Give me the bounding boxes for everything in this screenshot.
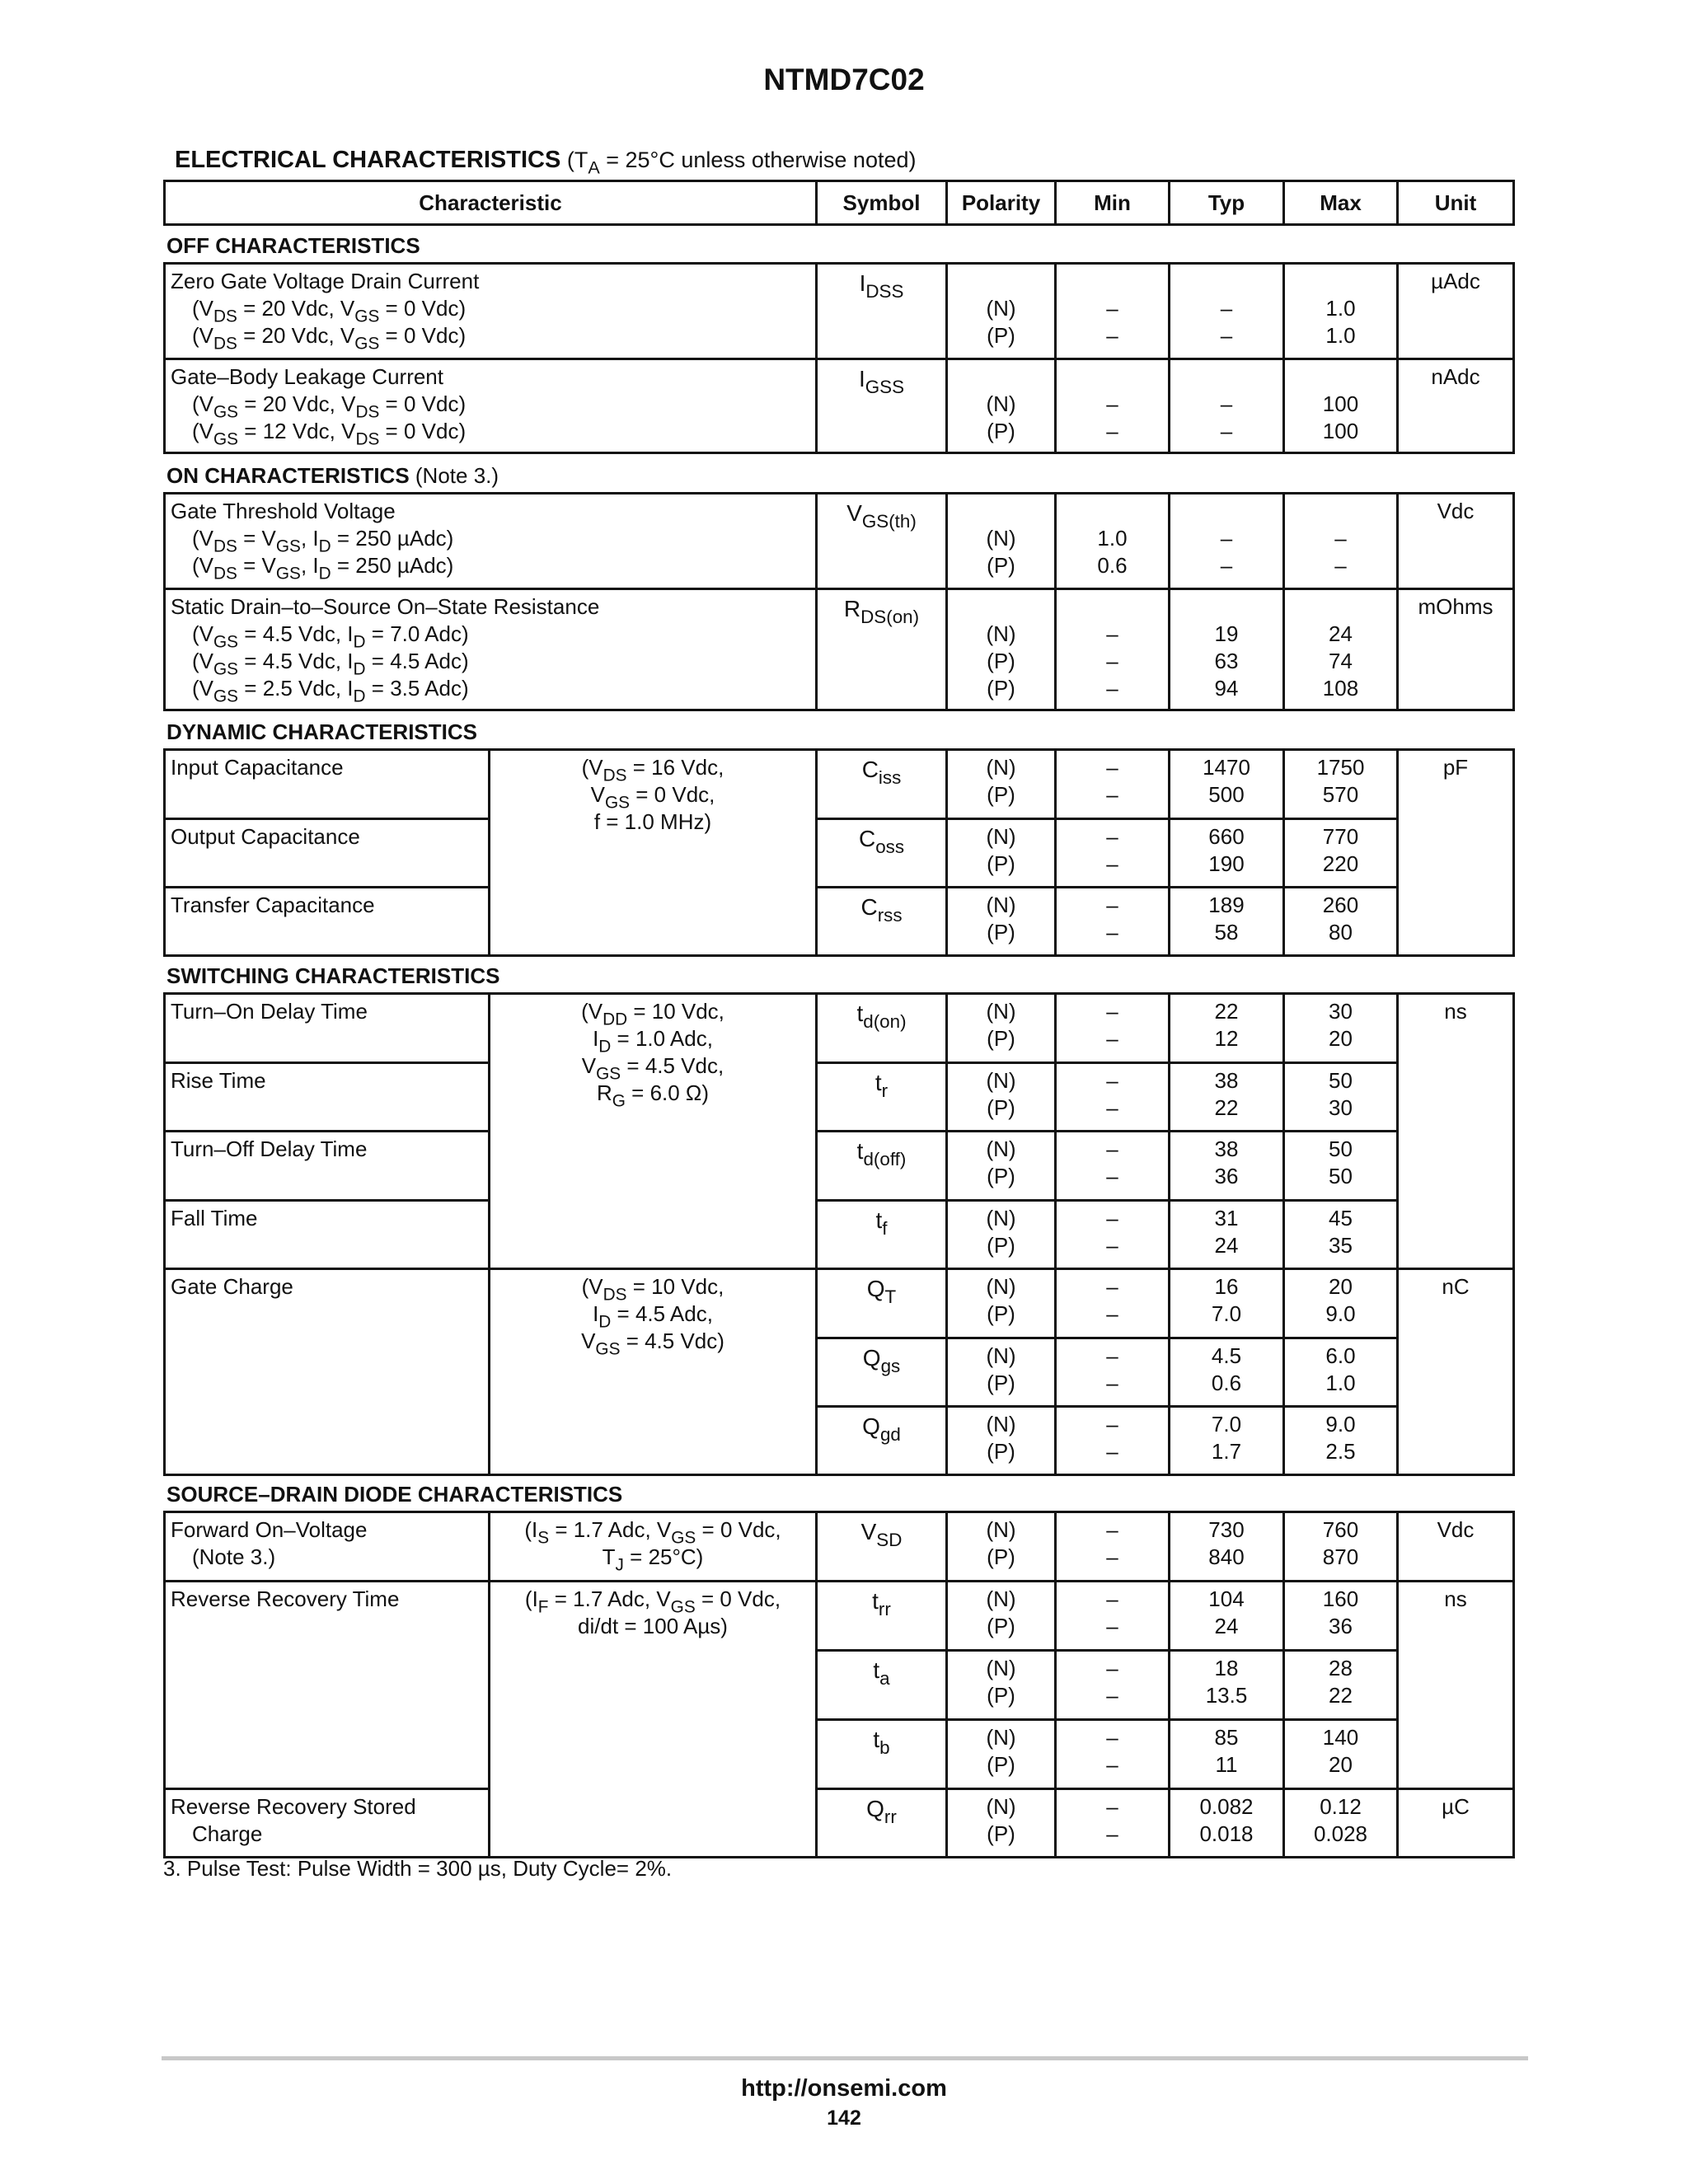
- on-table: [163, 492, 1515, 711]
- max-vsd: 760 870: [1284, 1512, 1398, 1582]
- param-idss: Zero Gate Voltage Drain Current ($V_{DS} = 20$ Vdc, $V_{GS} = 0$ Vdc) ($V_{DS} = 20$ Vdc, $V_{GS} = 0$ Vdc): [165, 264, 817, 359]
- max-qrr: 0.12 0.028: [1284, 1789, 1398, 1858]
- polarity-tr: (N) (P): [947, 1063, 1056, 1132]
- param-tf: Fall Time: [165, 1201, 490, 1269]
- typ-tf: 31 24: [1170, 1201, 1284, 1269]
- polarity-qrr: (N) (P): [947, 1789, 1056, 1858]
- symbol-td-off: $t_{d(off)}$: [817, 1132, 947, 1201]
- unit-vsd: Vdc: [1398, 1512, 1514, 1582]
- col-header-max: Max: [1284, 181, 1398, 225]
- max-idss: 1.0 1.0: [1284, 264, 1398, 359]
- dynamic-table: [163, 748, 1515, 957]
- table-row: [165, 1063, 1514, 1132]
- polarity-vgsth: (N) (P): [947, 494, 1056, 589]
- unit-qrr: µC: [1398, 1789, 1514, 1858]
- symbol-tf: $t_f$: [817, 1201, 947, 1269]
- polarity-rds-on: (N) (P) (P): [947, 589, 1056, 710]
- typ-idss: – –: [1170, 264, 1284, 359]
- unit-igss: nAdc: [1398, 359, 1514, 453]
- min-ciss: – –: [1056, 750, 1170, 819]
- param-td-on: Turn–On Delay Time: [165, 994, 490, 1063]
- table-row: [165, 1582, 1514, 1651]
- max-rds-on: 24 74 108: [1284, 589, 1398, 710]
- vsd-test-conditions: ($I_S = 1.7$ Adc, $V_{GS} = 0$ Vdc, $T_J = 25^\circ C$): [490, 1512, 817, 1582]
- col-header-polarity: Polarity: [947, 181, 1056, 225]
- header-table: [163, 180, 1515, 226]
- col-header-min: Min: [1056, 181, 1170, 225]
- param-crss: Transfer Capacitance: [165, 888, 490, 956]
- table-row: [165, 750, 1514, 819]
- switching-test-conditions: ($V_{DD} = 10$ Vdc, $I_D = 1.0$ Adc, $V_{GS} = 4.5$ Vdc, $R_G = 6.0$ Ω): [490, 994, 817, 1269]
- table-row: [165, 1789, 1514, 1858]
- polarity-vsd: (N) (P): [947, 1512, 1056, 1582]
- min-vgsth: 1.0 0.6: [1056, 494, 1170, 589]
- typ-rds-on: 19 63 94: [1170, 589, 1284, 710]
- symbol-tr: $t_r$: [817, 1063, 947, 1132]
- param-vsd: Forward On–Voltage (Note 3.): [165, 1512, 490, 1582]
- reverse-recovery-test-conditions: ($I_F = 1.7$ Adc, $V_{GS} = 0$ Vdc, di/dt = 100 Aµs): [490, 1582, 817, 1858]
- typ-vgsth: – –: [1170, 494, 1284, 589]
- typ-ta: 18 13.5: [1170, 1651, 1284, 1720]
- min-qgd: – –: [1056, 1407, 1170, 1475]
- max-tf: 45 35: [1284, 1201, 1398, 1269]
- typ-td-off: 38 36: [1170, 1132, 1284, 1201]
- table-row: [165, 1132, 1514, 1201]
- symbol-qgs: $Q_{gs}$: [817, 1338, 947, 1407]
- max-qt: 20 9.0: [1284, 1269, 1398, 1338]
- min-igss: – –: [1056, 359, 1170, 453]
- symbol-idss: $I_{DSS}$: [817, 264, 947, 359]
- col-header-unit: Unit: [1398, 181, 1514, 225]
- table-row: [165, 264, 1514, 359]
- param-reverse-recovery-time: Reverse Recovery Time: [165, 1582, 490, 1789]
- symbol-vsd: $V_{SD}$: [817, 1512, 947, 1582]
- max-tr: 50 30: [1284, 1063, 1398, 1132]
- max-vgsth: – –: [1284, 494, 1398, 589]
- section-source-drain-title: SOURCE–DRAIN DIODE CHARACTERISTICS: [166, 1482, 623, 1507]
- min-vsd: – –: [1056, 1512, 1170, 1582]
- page-number: 142: [827, 2107, 861, 2130]
- max-ciss: 1750 570: [1284, 750, 1398, 819]
- polarity-trr: (N) (P): [947, 1582, 1056, 1651]
- typ-coss: 660 190: [1170, 819, 1284, 888]
- typ-qrr: 0.082 0.018: [1170, 1789, 1284, 1858]
- table-row: [165, 589, 1514, 710]
- min-tb: – –: [1056, 1720, 1170, 1789]
- symbol-coss: $C_{oss}$: [817, 819, 947, 888]
- symbol-qrr: $Q_{rr}$: [817, 1789, 947, 1858]
- min-trr: – –: [1056, 1582, 1170, 1651]
- typ-qt: 16 7.0: [1170, 1269, 1284, 1338]
- gate-charge-test-conditions: ($V_{DS} = 10$ Vdc, $I_D = 4.5$ Adc, $V_{GS} = 4.5$ Vdc): [490, 1269, 817, 1475]
- polarity-qgd: (N) (P): [947, 1407, 1056, 1475]
- ec-title: ELECTRICAL CHARACTERISTICS: [175, 147, 561, 173]
- unit-rds-on: mOhms: [1398, 589, 1514, 710]
- param-coss: Output Capacitance: [165, 819, 490, 888]
- min-qgs: – –: [1056, 1338, 1170, 1407]
- min-tr: – –: [1056, 1063, 1170, 1132]
- switching-table: [163, 992, 1515, 1476]
- typ-qgs: 4.5 0.6: [1170, 1338, 1284, 1407]
- symbol-td-on: $t_{d(on)}$: [817, 994, 947, 1063]
- source-drain-table: [163, 1511, 1515, 1858]
- polarity-idss: (N) (P): [947, 264, 1056, 359]
- polarity-qt: (N) (P): [947, 1269, 1056, 1338]
- polarity-ta: (N) (P): [947, 1651, 1056, 1720]
- param-gate-charge: Gate Charge: [165, 1269, 490, 1475]
- min-crss: – –: [1056, 888, 1170, 956]
- typ-igss: – –: [1170, 359, 1284, 453]
- symbol-crss: $C_{rss}$: [817, 888, 947, 956]
- param-tr: Rise Time: [165, 1063, 490, 1132]
- footer-url-link[interactable]: http://onsemi.com: [741, 2075, 947, 2102]
- table-row: [165, 819, 1514, 888]
- col-header-characteristic: Characteristic: [165, 181, 817, 225]
- symbol-ciss: $C_{iss}$: [817, 750, 947, 819]
- max-qgd: 9.0 2.5: [1284, 1407, 1398, 1475]
- symbol-rds-on: $R_{DS(on)}$: [817, 589, 947, 710]
- dynamic-test-conditions: ($V_{DS} = 16$ Vdc, $V_{GS} = 0$ Vdc, f = 1.0 MHz): [490, 750, 817, 956]
- symbol-vgsth: $V_{GS(th)}$: [817, 494, 947, 589]
- off-table: [163, 262, 1515, 454]
- typ-trr: 104 24: [1170, 1582, 1284, 1651]
- min-idss: – –: [1056, 264, 1170, 359]
- polarity-td-on: (N) (P): [947, 994, 1056, 1063]
- electrical-characteristics-heading: [175, 147, 917, 178]
- max-td-off: 50 50: [1284, 1132, 1398, 1201]
- table-row: [165, 1512, 1514, 1582]
- table-row: [165, 494, 1514, 589]
- min-ta: – –: [1056, 1651, 1170, 1720]
- typ-tr: 38 22: [1170, 1063, 1284, 1132]
- typ-tb: 85 11: [1170, 1720, 1284, 1789]
- typ-qgd: 7.0 1.7: [1170, 1407, 1284, 1475]
- param-td-off: Turn–Off Delay Time: [165, 1132, 490, 1201]
- polarity-qgs: (N) (P): [947, 1338, 1056, 1407]
- polarity-crss: (N) (P): [947, 888, 1056, 956]
- page-title: NTMD7C02: [763, 63, 925, 96]
- unit-vgsth: Vdc: [1398, 494, 1514, 589]
- table-row: [165, 888, 1514, 956]
- symbol-trr: $t_{rr}$: [817, 1582, 947, 1651]
- polarity-td-off: (N) (P): [947, 1132, 1056, 1201]
- max-td-on: 30 20: [1284, 994, 1398, 1063]
- symbol-tb: $t_b$: [817, 1720, 947, 1789]
- polarity-ciss: (N) (P): [947, 750, 1056, 819]
- min-coss: – –: [1056, 819, 1170, 888]
- typ-ciss: 1470 500: [1170, 750, 1284, 819]
- table-row: [165, 994, 1514, 1063]
- footnote: 3. Pulse Test: Pulse Width = 300 µs, Duty Cycle= 2%.: [163, 1856, 673, 1881]
- col-header-typ: Typ: [1170, 181, 1284, 225]
- symbol-qt: $Q_T$: [817, 1269, 947, 1338]
- min-td-off: – –: [1056, 1132, 1170, 1201]
- unit-switching: ns: [1398, 994, 1514, 1269]
- min-qrr: – –: [1056, 1789, 1170, 1858]
- param-qrr: Reverse Recovery Stored Charge: [165, 1789, 490, 1858]
- table-row: [165, 1201, 1514, 1269]
- unit-capacitance: pF: [1398, 750, 1514, 956]
- min-tf: – –: [1056, 1201, 1170, 1269]
- section-switching-title: SWITCHING CHARACTERISTICS: [166, 963, 500, 988]
- section-off-title: OFF CHARACTERISTICS: [166, 233, 420, 258]
- symbol-igss: $I_{GSS}$: [817, 359, 947, 453]
- section-on-title: ON CHARACTERISTICS (Note 3.): [166, 463, 499, 488]
- footer-divider: [162, 2056, 1528, 2060]
- ec-condition: ($T_A = 25^\circ C$ unless otherwise noted): [566, 148, 917, 178]
- symbol-ta: $t_a$: [817, 1651, 947, 1720]
- polarity-tb: (N) (P): [947, 1720, 1056, 1789]
- max-qgs: 6.0 1.0: [1284, 1338, 1398, 1407]
- typ-td-on: 22 12: [1170, 994, 1284, 1063]
- symbol-qgd: $Q_{gd}$: [817, 1407, 947, 1475]
- polarity-igss: (N) (P): [947, 359, 1056, 453]
- max-igss: 100 100: [1284, 359, 1398, 453]
- max-ta: 28 22: [1284, 1651, 1398, 1720]
- param-ciss: Input Capacitance: [165, 750, 490, 819]
- typ-vsd: 730 840: [1170, 1512, 1284, 1582]
- max-trr: 160 36: [1284, 1582, 1398, 1651]
- unit-idss: µAdc: [1398, 264, 1514, 359]
- param-vgsth: Gate Threshold Voltage ($V_{DS} = V_{GS}$, $I_D = 250$ µAdc) ($V_{DS} = V_{GS}$, $I_D = 250$ µAdc): [165, 494, 817, 589]
- col-header-symbol: Symbol: [817, 181, 947, 225]
- table-row: [165, 359, 1514, 453]
- min-rds-on: – – –: [1056, 589, 1170, 710]
- max-crss: 260 80: [1284, 888, 1398, 956]
- unit-gate-charge: nC: [1398, 1269, 1514, 1475]
- polarity-tf: (N) (P): [947, 1201, 1056, 1269]
- polarity-coss: (N) (P): [947, 819, 1056, 888]
- min-td-on: – –: [1056, 994, 1170, 1063]
- max-coss: 770 220: [1284, 819, 1398, 888]
- max-tb: 140 20: [1284, 1720, 1398, 1789]
- param-igss: Gate–Body Leakage Current ($V_{GS} = 20$ Vdc, $V_{DS} = 0$ Vdc) ($V_{GS} = 12$ Vdc, $V_{DS} = 0$ Vdc): [165, 359, 817, 453]
- min-qt: – –: [1056, 1269, 1170, 1338]
- typ-crss: 189 58: [1170, 888, 1284, 956]
- param-rds-on: Static Drain–to–Source On–State Resistance ($V_{GS} = 4.5$ Vdc, $I_D = 7.0$ Adc) ($V_{GS} = 4.5$ Vdc, $I_D = 4.5$ Adc) ($V_{GS} = 2.5$ Vdc, $I_D = 3.5$ Adc): [165, 589, 817, 710]
- table-row: [165, 1269, 1514, 1338]
- unit-reverse-recovery: ns: [1398, 1582, 1514, 1789]
- section-dynamic-title: DYNAMIC CHARACTERISTICS: [166, 719, 477, 744]
